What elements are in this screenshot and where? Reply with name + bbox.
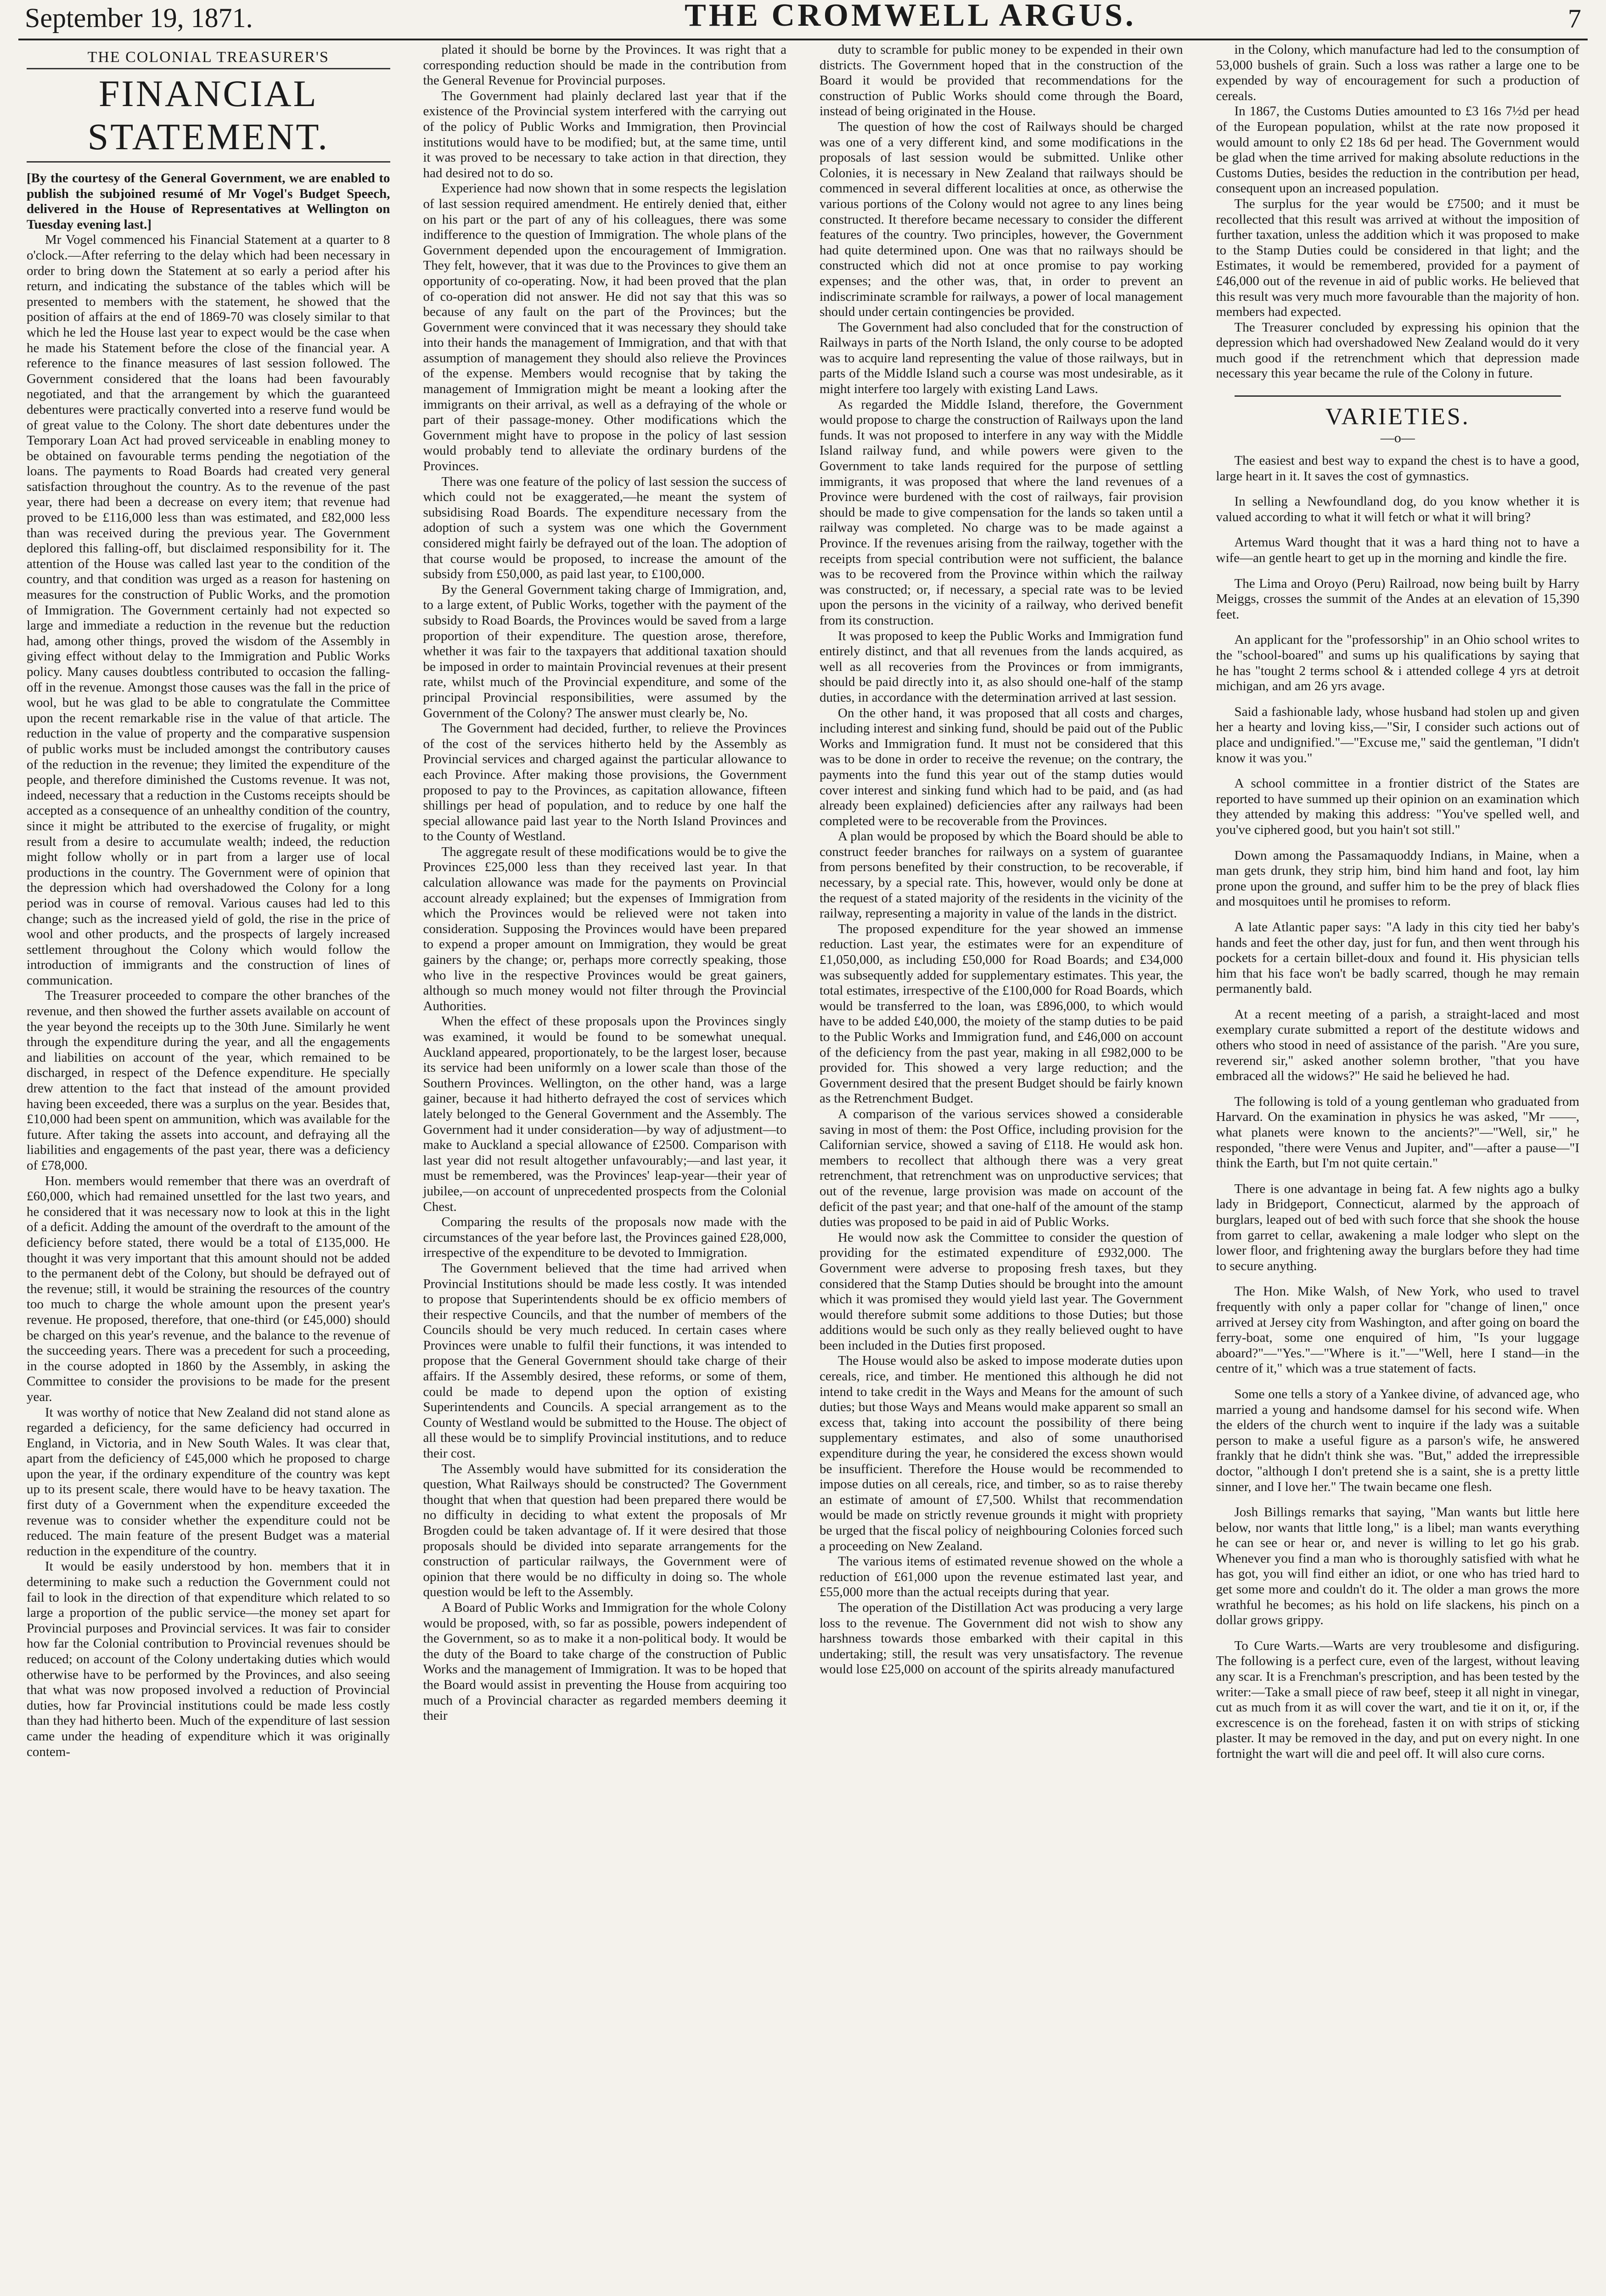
paragraph: The surplus for the year would be £7500; and it must be recollected that this result was arrived at without the imposition of further taxation, unless the addition which it was proposed to make to the Stamp Duties could be considered in that light; and the Estimates, it would be remembered, provided for a payment of £46,000 out of the revenue in aid of public works. He believed that this result was very much more favourable than the majority of hon. members had expected. xyxy=(1216,196,1579,320)
paragraph: The various items of estimated revenue showed on the whole a reduction of £61,000 upon the revenue estimated last year, and £55,000 more than the actual receipts during that year. xyxy=(820,1554,1183,1600)
paragraph: The following is told of a young gentleman who graduated from Harvard. On the examination in physics he was asked, "Mr ——, what planets were known to the ancients?"—"Well, sir," he responded, "there were Venus and Jupiter, and"—after a pause—"I think the Earth, but I'm not quite certain." xyxy=(1216,1094,1579,1171)
paragraph: The aggregate result of these modifications would be to give the Provinces £25,000 less than they received last year. In that calculation allowance was made for the payments on Provincial account already explained; but the expenses of Immigration from which the Provinces would be relieved were not taken into consideration. Supposing the Provinces would have been prepared to expend a proper amount on Immigration, they would be great gainers by the change; or, perhaps more correctly speaking, those who live in the respective Provinces would be great gainers, although so much money would not filter through the Provincial Authorities. xyxy=(423,844,786,1013)
page-number: 7 xyxy=(1567,4,1581,34)
paragraph: The Treasurer proceeded to compare the other branches of the revenue, and then showed the further assets available on account of the year beyond the receipts up to the 30th June. Similarly he went through the expenditure during the year, and all the engagements and liabilities on account of the year, which remained to be discharged, in respect of the Defence expenditure. He specially drew attention to the fact that instead of the amount provided having been exceeded, there was a surplus on the year. Besides that, £10,000 had been spent on ammunition, which was available for the future. After taking the assets into account, and defraying all the liabilities and engagements of the past year, there was a deficiency of £78,000. xyxy=(27,988,390,1173)
paragraph: In selling a Newfoundland dog, do you know whether it is valued according to what it will fetch or what it will bring? xyxy=(1216,494,1579,524)
paragraph: The question of how the cost of Railways should be charged was one of a very different kind, and some modifications in the proposals of last session would be submitted. Unlike other Colonies, it is necessary in New Zealand that railways should be commenced in several different localities at once, as otherwise the various portions of the Colony would not agree to any lines being constructed. It therefore became necessary to consider the different features of the country. Two principles, however, the Government had quite determined upon. One was that no railways should be constructed which did not at once promise to pay working expenses; and the other was, that, in order to prevent an indiscriminate scramble for railways, a power of local management should under certain contingencies be provided. xyxy=(820,119,1183,320)
paragraph: Comparing the results of the proposals now made with the circumstances of the year before last, the Provinces gained £28,000, irrespective of the expenditure to be devoted to Immigration. xyxy=(423,1215,786,1261)
paragraph: Experience had now shown that in some respects the legislation of last session required amendment. He entirely denied that, either on his part or the part of any of his colleagues, there was some indifference to the question of Immigration. The whole plans of the Government depended upon the encouragement of Immigration. They felt, however, that it was due to the Provinces to give them an opportunity of co-operating. Now, it had been proved that the plan of co-operation did not answer. He did not say that this was so because of any fault on the part of the Provinces; but the Government were convinced that it was necessary they should take into their hands the management of Immigration, and that with that assumption of management they should also relieve the Provinces of the expense. Members would recognise that by taking the management of Immigration might be meant a looking after the immigrants on their arrival, as well as a defraying of the whole or part of their passage-money. Other modifications which the Government might have to propose in the policy of last session would probably tend to alleviate the ordinary burdens of the Provinces. xyxy=(423,181,786,474)
paragraph: The House would also be asked to impose moderate duties upon cereals, rice, and timber. He mentioned this although he did not intend to take credit in the Ways and Means for the amount of such duties; but those Ways and Means would make apparent so small an excess that, taking into account the possibility of there being supplementary estimates, and also of some unauthorised expenditure during the year, he considered the excess shown would be insufficient. Therefore the House would be recommended to impose duties on all cereals, rice, and timber, so as to raise thereby an estimate of amount of £7,500. Whilst that recommendation would be made on strictly revenue grounds it might with propriety be urged that the fiscal policy of neighbouring Colonies forced such a proceeding on New Zealand. xyxy=(820,1353,1183,1553)
article-intro: [By the courtesy of the General Government, we are enabled to publish the subjoined resumé of Mr Vogel's Budget Speech, delivered in the House of Representatives at Wellington on Tuesday evening last.] xyxy=(27,171,390,232)
paragraph: Some one tells a story of a Yankee divine, of advanced age, who married a young and handsome damsel for his second wife. When the elders of the church went to inquire if the lady was a suitable person to make a useful figure as a parson's wife, he answered frankly that he didn't think she was. "But," added the irrepressible doctor, "although I don't pretend she is a saint, she is a pretty little sinner, and I love her." The twain became one flesh. xyxy=(1216,1386,1579,1494)
paragraph: Hon. members would remember that there was an overdraft of £60,000, which had remained unsettled for the last two years, and he considered that it was necessary now to look at this in the light of a deficit. Adding the amount of the overdraft to the amount of the deficiency before stated, there would be a total of £135,000. He thought it was very important that this amount should not be added to the permanent debt of the Colony, but should be defrayed out of the revenue; still, it would be straining the resources of the country too much to charge the whole amount upon the present year's revenue. He proposed, therefore, that one-third (or £45,000) should be charged on this year's revenue, and the balance to the revenue of the succeeding years. There was a precedent for such a proceeding, in the course adopted in 1860 by the Assembly, in asking the Committee to consider the provisions to be made for the present year. xyxy=(27,1173,390,1404)
article-body-part-1 xyxy=(27,232,390,1760)
article-kicker: THE COLONIAL TREASURER'S xyxy=(87,49,329,66)
paragraph: In 1867, the Customs Duties amounted to £3 16s 7½d per head of the European population, whilst at the rate now proposed it would amount to only £2 18s 6d per head. The Government would be glad when the time arrived for making absolute reductions in the Customs Duties, besides the reduction in the contribution per head, consequent upon an increased population. xyxy=(1216,104,1579,196)
issue-date: September 19, 1871. xyxy=(25,3,253,33)
paragraph: He would now ask the Committee to consider the question of providing for the estimated expenditure of £932,000. The Government were adverse to proposing fresh taxes, but they considered that the Stamp Duties should be brought into the amount which it was promised they would yield last year. The Government would therefore submit some additions to those Duties; but those additions would be such only as they really believed ought to have been included in the Duties first proposed. xyxy=(820,1230,1183,1353)
masthead: THE CROMWELL ARGUS. xyxy=(685,0,1136,33)
paragraph: The Lima and Oroyo (Peru) Railroad, now being built by Harry Meiggs, crosses the summit of the Andes at an elevation of 15,390 feet. xyxy=(1216,576,1579,622)
paragraph: When the effect of these proposals upon the Provinces singly was examined, it would be found to be somewhat unequal. Auckland appeared, proportionately, to be the largest loser, because its service had been uniformly on a lower scale than those of the Southern Provinces. Wellington, on the other hand, was a large gainer, because it had hitherto defrayed the cost of services which lately belonged to the General Government and the Assembly. The Government had it under consideration—by way of adjustment—to make to Auckland a special allowance of £2500. Comparison with last year did not result altogether unfavourably;—and last year, it must be remembered, was the Provinces' leap-year—their year of jubilee,—on account of unprecedented prospects from the Colonial Chest. xyxy=(423,1014,786,1214)
paragraph: in the Colony, which manufacture had led to the consumption of 53,000 bushels of grain. Such a loss was rather a large one to be expended by way of encouragement for such a production of cereals. xyxy=(1216,42,1579,103)
paragraph: A school committee in a frontier district of the States are reported to have summed up their opinion on an examination which they attended by making this address: "You've spelled well, and you've ciphered good, but you hain't sot still." xyxy=(1216,776,1579,837)
paragraph: Josh Billings remarks that saying, "Man wants but little here below, nor wants that little long," is a libel; man wants everything he can see or hear or, and never is willing to let go his grab. Whenever you find a man who is thoroughly satisfied with what he has got, you will find either an idiot, or one who has tried hard to get some more and couldn't do it. The older a man grows the more wrathful he becomes; as his hold on life slackens, his pinch on a dollar grows grippy. xyxy=(1216,1505,1579,1628)
paragraph: The Assembly would have submitted for its consideration the question, What Railways should be constructed? The Government thought that when that question had been prepared there would be no difficulty in deciding to what extent the proposals of Mr Brogden could be taken advantage of. If it were desired that those proposals should be divided into separate arrangements for the construction of particular railways, the Government were of opinion that there would be no difficulty in doing so. The whole question would be left to the Assembly. xyxy=(423,1461,786,1600)
paragraph: On the other hand, it was proposed that all costs and charges, including interest and sinking fund, should be paid out of the Public Works and Immigration fund. It must not be considered that this was to be done in order to receive the revenue; on the contrary, the payments into the fund this year out of the stamp duties would cover interest and sinking fund which had to be paid, and (as had already been explained) deficiencies after any railways had been completed were to be recoverable from the Provinces. xyxy=(820,705,1183,828)
paragraph: Artemus Ward thought that it was a hard thing not to have a wife—an gentle heart to get up in the morning and kindle the fire. xyxy=(1216,535,1579,566)
paragraph: The Government had plainly declared last year that if the existence of the Provincial system interfered with the carrying out of the policy of Public Works and Immigration, then Provincial institutions would have to be modified; but, at the same time, until it was proved to be necessary to take action in that direction, they had desired not to do so. xyxy=(423,88,786,180)
paragraph: The easiest and best way to expand the chest is to have a good, large heart in it. It saves the cost of gymnastics. xyxy=(1216,453,1579,484)
varieties-heading: VARIETIES. xyxy=(1325,404,1470,430)
section-divider xyxy=(1235,395,1561,397)
column-1 xyxy=(18,42,399,2296)
paragraph: The Government had also concluded that for the construction of Railways in parts of the North Island, the only course to be adopted was to acquire land representing the value of those railways, but in parts of the Middle Island such a course was most undesirable, as it might interfere too largely with existing Land Laws. xyxy=(820,320,1183,397)
paragraph: A plan would be proposed by which the Board should be able to construct feeder branches for railways on a system of guarantee from persons benefited by their construction, to be recoverable, if necessary, by a special rate. This, however, would only be done at the request of a stated majority of the residents in the vicinity of the railway, representing a majority in value of the lands in the district. xyxy=(820,829,1183,921)
paragraph: The Treasurer concluded by expressing his opinion that the depression which had overshadowed New Zealand would do it very much good if the retrenchment which that depression made necessary this year became the rule of the Colony in future. xyxy=(1216,320,1579,381)
paragraph: At a recent meeting of a parish, a straight-laced and most exemplary curate submitted a report of the destitute widows and others who stood in need of assistance of the parish. "Are you sure, reverend sir," asked another solemn brother, "that you have embraced all the widows?" He said he believed he had. xyxy=(1216,1007,1579,1084)
paragraph: An applicant for the "professorship" in an Ohio school writes to the "school-boared" and sums up his qualifications by saying that he has "tought 2 terms school & i attended college 4 yrs at detroit michigan, and am 26 yrs avage. xyxy=(1216,632,1579,694)
columns xyxy=(18,42,1588,2296)
column-4 xyxy=(1208,42,1588,2296)
paragraph: As regarded the Middle Island, therefore, the Government would propose to charge the construction of Railways upon the land funds. It was not proposed to interfere in any way with the Middle Island railway fund, and while powers were given to the Government to take lands required for the purpose of settling immigrants, it was proposed that where the land revenues of a Province were burdened with the cost of railways, fair provision should be made to give compensation for the lands so taken until a railway was completed. No charge was to be made against a Province. If the revenues arising from the railway, together with the receipts from special contribution were not sufficient, the balance was to be recovered from the Province within which the railway was constructed; or, if necessary, a special rate was to be levied upon the persons in the vicinity of a railway, who derived benefit from its construction. xyxy=(820,397,1183,628)
paragraph: The Government had decided, further, to relieve the Provinces of the cost of the services hitherto held by the Assembly as Provincial services and charged against the particular allowance to each Province. After making those provisions, the Government proposed to pay to the Provinces, as capitation allowance, fifteen shillings per head of population, and to reduce by one half the special allowance paid last year to the North Island Provinces and to the County of Westland. xyxy=(423,721,786,844)
article-title: FINANCIAL STATEMENT. xyxy=(27,68,390,163)
paragraph: A late Atlantic paper says: "A lady in this city tied her baby's hands and feet the other day, just for fun, and then went through his pockets for a certain billet-doux and found it. His physician tells him that his face won't be badly scarred, though he may remain permanently bald. xyxy=(1216,919,1579,996)
paragraph: Said a fashionable lady, whose husband had stolen up and given her a hearty and loving kiss,—"Sir, I consider such actions out of place and undignified."—"Excuse me," said the gentleman, "I didn't know it was you." xyxy=(1216,704,1579,765)
paragraph: It would be easily understood by hon. members that it in determining to make such a reduction the Government could not fail to look in the direction of that expenditure which related to so large a proportion of the public service—the money set apart for Provincial purposes and Provincial services. It was fair to consider how far the Colonial contribution to Provincial revenues should be reduced; on account of the Colony undertaking duties which would otherwise have to be performed by the Provinces, and also seeing that what was now proposed involved a reduction of Provincial duties, how far Provincial institutions could be made less costly than they had hitherto been. Much of the expenditure of last session came under the heading of expenditure which it was originally contem- xyxy=(27,1559,390,1759)
paragraph: A comparison of the various services showed a considerable saving in most of them: the Post Office, including provision for the Californian service, showed a saving of £118. He would ask hon. members to recollect that although there was a very great retrenchment, that retrenchment was on unproductive services; that out of the revenue, large provision was made on account of the deficit of the past year; and that one-half of the amount of the stamp duties was proposed to be paid in aid of Public Works. xyxy=(820,1106,1183,1230)
paragraph: The operation of the Distillation Act was producing a very large loss to the revenue. The Government did not wish to show any harshness towards those embarked with their capital in this undertaking; still, the result was very unsatisfactory. The revenue would lose £25,000 on account of the spirits already manufactured xyxy=(820,1600,1183,1677)
article-body-conclusion xyxy=(1216,42,1580,382)
paragraph: To Cure Warts.—Warts are very troublesome and disfiguring. The following is a perfect cure, even of the largest, without leaving any scar. It is a Frenchman's prescription, and has been tested by the writer:—Take a small piece of raw beef, steep it all night in vinegar, cut as much from it as will cover the wart, and tie it on it, or, if the excrescence is on the forehead, fasten it on with strips of sticking plaster. It may be removed in the day, and put on every night. In one fortnight the wart will die and peel off. It will also cure corns. xyxy=(1216,1638,1579,1761)
column-2 xyxy=(415,42,795,2296)
paragraph: By the General Government taking charge of Immigration, and, to a large extent, of Public Works, together with the payment of the subsidy to Road Boards, the Provinces would be saved from a large proportion of their expenditure. The question arose, therefore, whether it was fair to the taxpayers that additional taxation should be imposed in order to maintain Provincial revenues at their present rate, whilst much of the Provincial expenditure, and some of the principal Provincial responsibilities, were assumed by the Government of the Colony? The answer must clearly be, No. xyxy=(423,582,786,720)
paragraph: plated it should be borne by the Provinces. It was right that a corresponding reduction should be made in the contribution from the General Revenue for Provincial purposes. xyxy=(423,42,786,88)
paragraph: There is one advantage in being fat. A few nights ago a bulky lady in Bridgeport, Connecticut, alarmed by the approach of burglars, leaped out of bed with such force that she shook the house from garret to cellar, awakening a male lodger who slept on the lower floor, and frightening away the burglars before they had time to secure anything. xyxy=(1216,1181,1579,1273)
paragraph: duty to scramble for public money to be expended in their own districts. The Government hoped that in the construction of the Board it would be provided that recommendations for the construction of Public Works should come through the Board, instead of being originated in the House. xyxy=(820,42,1183,119)
page-header xyxy=(18,0,1588,40)
paragraph: A Board of Public Works and Immigration for the whole Colony would be proposed, with, so far as possible, powers independent of the Government, so as to make it a non-political body. It would be the duty of the Board to take charge of the construction of Public Works and the management of Immigration. It was to be hoped that the Board would assist in preventing the House from acquiring too much of a Provincial character as regarded members deeming it their xyxy=(423,1600,786,1723)
paragraph: The Government believed that the time had arrived when Provincial Institutions should be made less costly. It was intended to propose that Superintendents should be ex officio members of their respective Councils, and that the number of members of the Councils should be very much reduced. In certain cases where Provinces were unable to fulfil their functions, it was intended to propose that the General Government should take charge of their affairs. If the Assembly desired, these reforms, or some of them, could be made to depend upon the option of existing Superintendents and Councils. A special arrangement as to the County of Westland would be submitted to the House. The object of all these would be to simplify Provincial institutions, and to reduce their cost. xyxy=(423,1261,786,1461)
paragraph: The Hon. Mike Walsh, of New York, who used to travel frequently with only a paper collar for "change of linen," once arrived at Jersey city from Washington, and after going on board the ferry-boat, some one enquired of him, "Is your luggage aboard?"—"Yes."—"Where is it."—"Well, here I stand—in the centre of it," which was a true statement of facts. xyxy=(1216,1284,1579,1376)
paragraph: The proposed expenditure for the year showed an immense reduction. Last year, the estimates were for an expenditure of £1,050,000, as including £50,000 for Road Boards; and £34,000 was subsequently added for supplementary estimates. This year, the total estimates, irrespective of the £100,000 for Road Boards, which would be transferred to the loan, was £896,000, to which would have to be added £40,000, the moiety of the stamp duties to be paid to the Public Works and Immigration fund, and £46,000 on account of the deficiency from the past year, making in all £982,000 to be provided for. This showed a very large reduction; and the Government desired that the present Budget should be fairly known as the Retrenchment Budget. xyxy=(820,921,1183,1106)
paragraph: Mr Vogel commenced his Financial Statement at a quarter to 8 o'clock.—After referring to the delay which had been necessary in order to bring down the Statement at so early a period after his return, and indicating the substance of the tables which will be presented to members with the statement, he showed that the position of affairs at the end of 1869-70 was closely similar to that which he led the House last year to expect would be the case when he made his Statement before the close of the financial year. A reference to the finance measures of last session followed. The Government considered that the loans had been favourably negotiated, and that the arrangement by which the guaranteed debentures were practically converted into a reserve fund would be of great value to the Colony. The short date debentures under the Temporary Loan Act had proved serviceable in enabling money to be obtained on favourable terms pending the negotiation of the loans. The payments to Road Boards had created very general satisfaction throughout the country. As to the revenue of the past year, there had been a decrease on every item; that revenue had proved to be £116,000 less than was estimated, and £82,000 less than was received during the previous year. The Government deplored this falling-off, but disclaimed responsibility for it. The attention of the House was called last year to the condition of the country, and that condition was urged as a reason for hastening on measures for the construction of Public Works, and the promotion of Immigration. The Government certainly had not expected so large and immediate a reduction in the revenue but the reduction had, among other things, proved the wisdom of the Assembly in giving effect without delay to the Immigration and Public Works policy. Many causes doubtless contributed to occasion the falling-off in the revenue. Amongst those causes was the fall in the price of wool, but he was glad to be able to congratulate the Committee upon the recent remarkable rise in the value of that article. The reduction in the value of property and the comparative suspension of public works must be included amongst the contributory causes of the reduction in the revenue; they limited the expenditure of the people, and therefore diminished the Customs revenue. It was not, indeed, necessary that a reduction in the Customs receipts should be accepted as a consequence of an unhealthy condition of the country, since it might be attributed to the exercise of frugality, or might result from a desire to accumulate wealth; indeed, the reduction might follow wholly or in part from a larger use of local productions in the country. The Government were of opinion that the depression which had overshadowed the Colony for a long period was in course of removal. Various causes had led to this change; such as the increased yield of gold, the rise in the price of wool and other products, and the prospects of largely increased settlement throughout the Colony which would follow the introduction of immigrants and the construction of lines of communication. xyxy=(27,232,390,988)
paragraph: Down among the Passamaquoddy Indians, in Maine, when a man gets drunk, they strip him, bind him hand and foot, lay him prone upon the ground, and suffer him to be the prey of black flies and mosquitoes until he promises to reform. xyxy=(1216,848,1579,909)
paragraph: It was proposed to keep the Public Works and Immigration fund entirely distinct, and that all revenues from the lands acquired, as well as all recoveries from the Provinces or from immigrants, should be paid directly into it, as also should one-half of the stamp duties, in accordance with the determination arrived at last session. xyxy=(820,628,1183,705)
column-3 xyxy=(811,42,1191,2296)
paragraph: There was one feature of the policy of last session the success of which could not be exaggerated,—he meant the system of subsidising Road Boards. The expenditure necessary from the adoption of such a system was one which the Government considered might fairly be defrayed out of the loan. The adoption of that course would be proposed, to increase the amount of the subsidy from £50,000, as paid last year, to £100,000. xyxy=(423,474,786,582)
varieties-ornament: —o— xyxy=(1380,430,1415,446)
paragraph: It was worthy of notice that New Zealand did not stand alone as regarded a deficiency, for the same deficiency had occurred in England, in Victoria, and in New South Wales. It was clear that, apart from the deficiency of £45,000 which he proposed to charge upon the year, if the ordinary expenditure of the country was kept up to its present scale, there would have to be heavy taxation. The first duty of a Government when the expenditure exceeded the revenue was to consider whether the expenditure could not be reduced. The main feature of the present Budget was a material reduction in the expenditure of the country. xyxy=(27,1405,390,1559)
varieties-list xyxy=(1216,453,1580,1762)
